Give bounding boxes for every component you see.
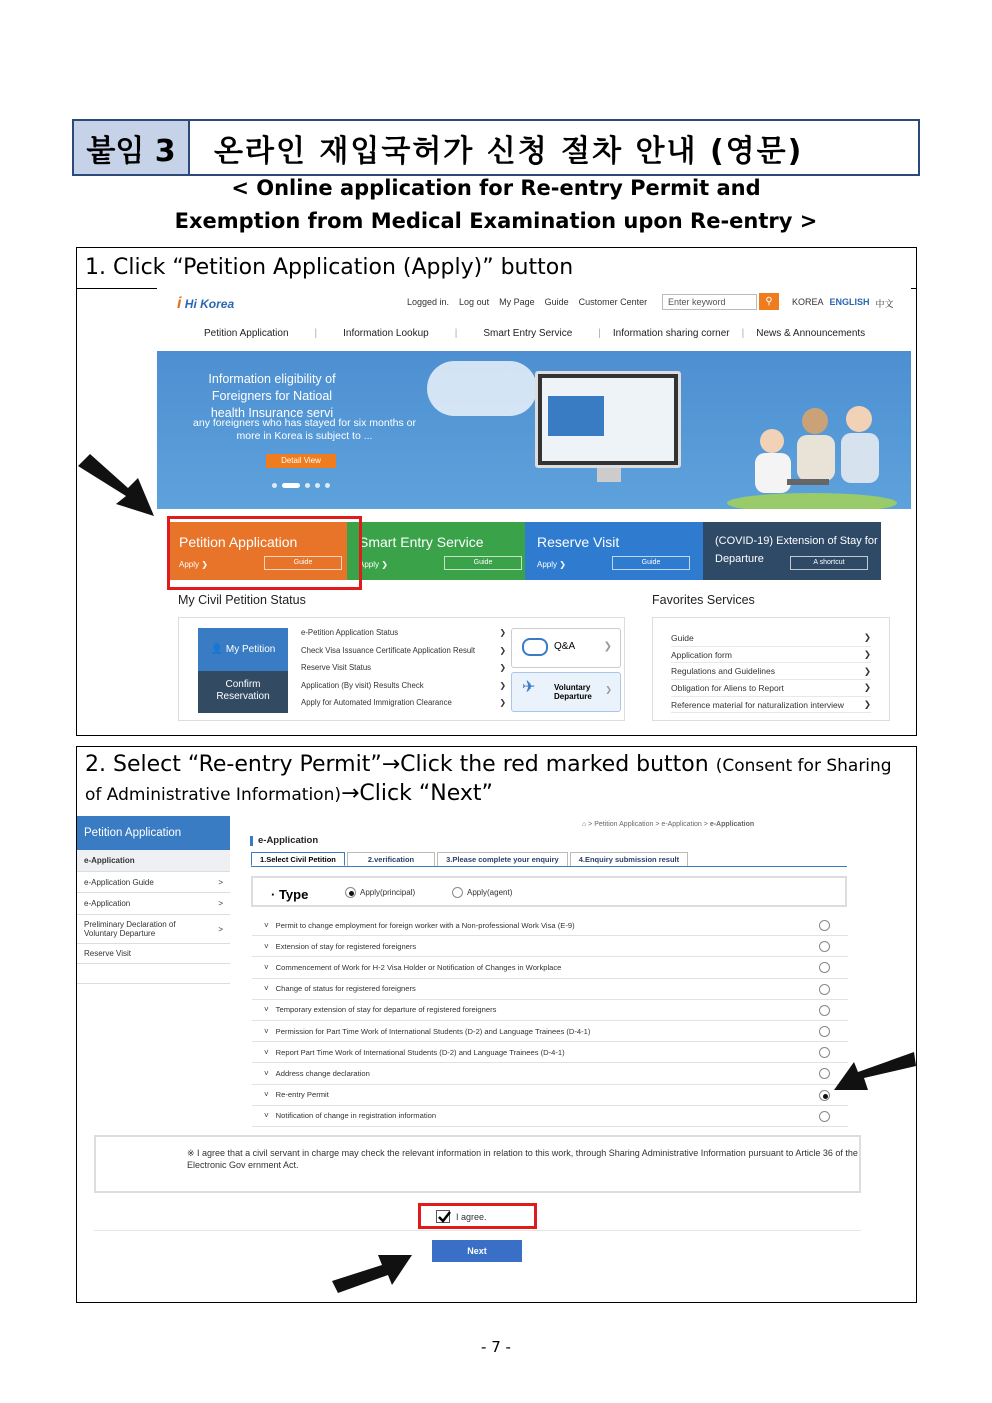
tab-complete-enquiry[interactable]: 3.Please complete your enquiry <box>437 852 568 866</box>
tile-guide-button[interactable]: Guide <box>444 556 522 570</box>
chevron-down-icon[interactable]: ˅ <box>264 1068 269 1078</box>
petition-row[interactable] <box>252 979 848 1000</box>
type-option-agent[interactable]: Apply(agent) <box>452 887 512 898</box>
monitor-stand <box>597 468 621 482</box>
list-item[interactable]: Application form ❯ <box>671 647 871 664</box>
petition-label: Report Part Time Work of International Students (D-2) and Language Trainees (D-4-1) <box>275 1047 565 1057</box>
petition-row[interactable] <box>252 1085 848 1106</box>
petition-label: Permit to change employment for foreign worker with a Non-professional Work Visa (E-9) <box>275 920 575 930</box>
my-petition-button[interactable]: 👤 My Petition <box>198 628 288 671</box>
radio-icon[interactable] <box>452 887 463 898</box>
breadcrumb-current: e-Application <box>709 821 755 828</box>
top-link[interactable]: Customer Center <box>578 297 648 307</box>
type-selector <box>251 876 847 907</box>
radio-icon[interactable] <box>819 920 830 931</box>
tile-apply-link[interactable]: Apply ❯ <box>359 560 388 569</box>
arrow-pointer-icon <box>332 1253 412 1295</box>
favorites-panel <box>652 617 890 721</box>
chat-icon <box>522 638 548 656</box>
section-title: e-Application <box>250 836 318 846</box>
tile-apply-link[interactable]: Apply ❯ <box>537 560 566 569</box>
subtitle-line2: Exemption from Medical Examination upon Re-entry > <box>174 209 818 233</box>
consent-box: ※ I agree that a civil servant in charge may check the relevant information in relation to this work, through Sharing Administrative Information pursuant to Article 36 of the Electronic Gov ernment Act. <box>94 1135 861 1193</box>
detail-view-button[interactable]: Detail View <box>266 454 336 468</box>
hero-banner <box>157 351 911 509</box>
top-link[interactable]: My Page <box>499 297 535 307</box>
list-item[interactable]: Application (By visit) Results Check ❯ <box>301 680 506 690</box>
list-item[interactable]: Check Visa Issuance Certificate Application Result ❯ <box>301 645 506 655</box>
petition-row[interactable] <box>252 1106 848 1127</box>
petition-label: Temporary extension of stay for departure of registered foreigners <box>275 1005 497 1015</box>
top-link[interactable]: Log out <box>459 297 490 307</box>
list-item[interactable]: Regulations and Guidelines ❯ <box>671 663 871 680</box>
petition-label: Notification of change in registration information <box>275 1111 437 1121</box>
divider <box>94 1230 861 1231</box>
petition-row[interactable] <box>252 1000 848 1021</box>
top-link[interactable]: Logged in. <box>407 297 450 307</box>
petition-label: Extension of stay for registered foreigners <box>275 941 417 951</box>
sidebar-item-e-application[interactable]: e-Application <box>77 850 230 872</box>
confirm-reservation-button[interactable]: Confirm Reservation <box>198 671 288 713</box>
tile-shortcut-button[interactable]: A shortcut <box>790 556 868 570</box>
chevron-down-icon[interactable]: ˅ <box>264 984 269 994</box>
banner-title: Information eligibility of Foreigners for Natioal health Insurance servi <box>208 372 336 420</box>
tile-guide-button[interactable]: Guide <box>612 556 690 570</box>
nav-smart-entry[interactable]: Smart Entry Service <box>483 328 573 339</box>
attachment-label: 붙임 3 <box>74 121 190 174</box>
radio-icon[interactable] <box>819 1047 830 1058</box>
radio-icon[interactable] <box>819 984 830 995</box>
lang-chinese[interactable]: 中文 <box>875 299 894 309</box>
petition-list <box>252 915 848 1127</box>
chevron-down-icon[interactable]: ˅ <box>264 1047 269 1057</box>
step-tabs <box>251 852 847 867</box>
airplane-icon: ✈ <box>522 679 536 696</box>
chevron-down-icon[interactable]: ˅ <box>264 1090 269 1100</box>
tab-submission-result[interactable]: 4.Enquiry submission result <box>570 852 688 866</box>
lang-english[interactable]: ENGLISH <box>829 297 870 307</box>
breadcrumb-item[interactable]: e-Application <box>661 821 702 828</box>
tile-petition-application[interactable]: Petition Application Apply ❯ Guide <box>167 522 347 580</box>
type-label: · Type <box>271 887 309 902</box>
list-item[interactable]: Guide ❯ <box>671 630 871 647</box>
tile-covid-extension[interactable]: (COVID-19) Extension of Stay for Departure A shortcut <box>703 522 881 580</box>
screenshot-hikorea-home <box>157 288 911 733</box>
list-item[interactable]: Reference material for naturalization interview ❯ <box>671 697 871 714</box>
petition-row[interactable] <box>252 1021 848 1042</box>
banner-body: any foreigners who has stayed for six months or more in Korea is subject to ... <box>193 417 416 442</box>
petition-row[interactable] <box>252 1042 848 1063</box>
home-icon[interactable]: ⌂ <box>582 821 587 828</box>
tile-guide-button[interactable]: Guide <box>264 556 342 570</box>
radio-icon[interactable] <box>819 1068 830 1079</box>
sidebar-item-guide[interactable]: e-Application Guide > <box>77 872 230 893</box>
arrow-pointer-icon <box>78 454 158 518</box>
sidebar-spacer <box>77 964 230 984</box>
next-button[interactable]: Next <box>432 1240 522 1262</box>
title-box <box>72 119 920 176</box>
top-links <box>407 297 647 307</box>
top-link[interactable]: Guide <box>544 297 569 307</box>
civil-status-panel <box>178 617 625 721</box>
list-item[interactable]: e-Petition Application Status ❯ <box>301 628 506 637</box>
petition-label: Permission for Part Time Work of International Students (D-2) and Language Trainees (D-4-1) <box>275 1026 591 1036</box>
tile-reserve-visit[interactable]: Reserve Visit Apply ❯ Guide <box>525 522 703 580</box>
sidebar-item-voluntary-departure[interactable]: Preliminary Declaration of Voluntary Departure > <box>77 915 230 944</box>
sidebar <box>77 816 230 984</box>
top-bar <box>157 288 911 318</box>
list-item[interactable]: Obligation for Aliens to Report ❯ <box>671 680 871 697</box>
chevron-down-icon[interactable]: ˅ <box>264 941 269 951</box>
favorites-list <box>671 630 871 713</box>
favorites-title: Favorites Services <box>652 593 755 607</box>
petition-row[interactable] <box>252 957 848 978</box>
chevron-down-icon[interactable]: ˅ <box>264 1111 269 1121</box>
chevron-down-icon[interactable]: ˅ <box>264 1005 269 1015</box>
step1-heading: 1. Click “Petition Application (Apply)” button <box>77 248 916 289</box>
qa-button[interactable]: Q&A ❯ <box>511 628 621 668</box>
list-item[interactable]: Reserve Visit Status ❯ <box>301 663 506 672</box>
tile-smart-entry[interactable]: Smart Entry Service Apply ❯ Guide <box>347 522 525 580</box>
hikorea-logo[interactable]: i Hi Korea <box>177 295 235 312</box>
chevron-down-icon[interactable]: ˅ <box>264 1026 269 1036</box>
page-title: 온라인 재입국허가 신청 절차 안내 (영문) <box>214 133 804 169</box>
radio-icon[interactable] <box>819 1090 830 1101</box>
arrow-pointer-icon <box>834 1052 916 1094</box>
breadcrumb-item[interactable]: Petition Application <box>594 821 654 828</box>
sidebar-item-reserve-visit[interactable]: Reserve Visit <box>77 944 230 964</box>
civil-status-title: My Civil Petition Status <box>178 593 306 607</box>
tile-apply-link[interactable]: Apply ❯ <box>179 560 208 569</box>
nav-info-sharing[interactable]: Information sharing corner <box>612 328 730 339</box>
sidebar-item-e-application-2[interactable]: e-Application > <box>77 893 230 915</box>
nav-petition-application[interactable]: Petition Application <box>204 328 289 339</box>
petition-label: Re-entry Permit <box>275 1090 329 1100</box>
tab-verification[interactable]: 2.verification <box>347 852 435 866</box>
civil-status-list <box>301 628 506 716</box>
chevron-down-icon[interactable]: ˅ <box>264 920 269 930</box>
radio-icon[interactable] <box>819 1111 830 1122</box>
search-icon[interactable]: ⚲ <box>759 293 779 310</box>
tab-select-civil-petition[interactable]: 1.Select Civil Petition <box>251 852 345 866</box>
petition-label: Address change declaration <box>275 1068 370 1078</box>
list-item[interactable]: Apply for Automated Immigration Clearance ❯ <box>301 698 506 707</box>
main-nav: Petition Application | Information Lookup | Smart Entry Service | Information sharing corner | News & Announcements <box>157 328 911 339</box>
petition-row[interactable] <box>252 936 848 957</box>
search-input[interactable]: Enter keyword <box>662 294 757 310</box>
lang-korea[interactable]: KOREA <box>792 297 824 307</box>
nav-information-lookup[interactable]: Information Lookup <box>343 328 429 339</box>
chevron-down-icon[interactable]: ˅ <box>264 962 269 972</box>
highlight-agree <box>418 1203 537 1229</box>
petition-row[interactable] <box>252 915 848 936</box>
language-switch <box>792 297 894 310</box>
step2-heading: 2. Select “Re-entry Permit”→Click the red marked button (Consent for Sharing of Administrative Information)→Click “Next” <box>77 747 916 814</box>
petition-label: Commencement of Work for H-2 Visa Holder or Notification of Changes in Workplace <box>275 962 562 972</box>
radio-icon[interactable] <box>819 962 830 973</box>
nav-news[interactable]: News & Announcements <box>756 328 866 339</box>
petition-row[interactable] <box>252 1063 848 1084</box>
page-number: - 7 - <box>481 1338 511 1356</box>
carousel-dots[interactable] <box>272 483 330 488</box>
radio-icon[interactable] <box>819 1005 830 1016</box>
voluntary-departure-button[interactable]: ✈ Voluntary Departure ❯ <box>511 672 621 712</box>
highlight-petition-application <box>167 516 362 590</box>
cloud-graphic <box>427 361 537 416</box>
sidebar-title: Petition Application <box>77 816 230 850</box>
monitor-illustration <box>535 371 681 468</box>
subtitle-line1: < Online application for Re-entry Permit and <box>231 176 761 200</box>
breadcrumb: ⌂ > Petition Application > e-Application > e-Application <box>582 821 755 828</box>
radio-icon[interactable] <box>345 887 356 898</box>
radio-icon[interactable] <box>819 941 830 952</box>
agree-label: I agree. <box>456 1211 487 1222</box>
radio-icon[interactable] <box>819 1026 830 1037</box>
type-option-principal[interactable]: Apply(principal) <box>345 887 415 898</box>
students-illustration <box>727 391 897 509</box>
petition-label: Change of status for registered foreigners <box>275 984 416 994</box>
